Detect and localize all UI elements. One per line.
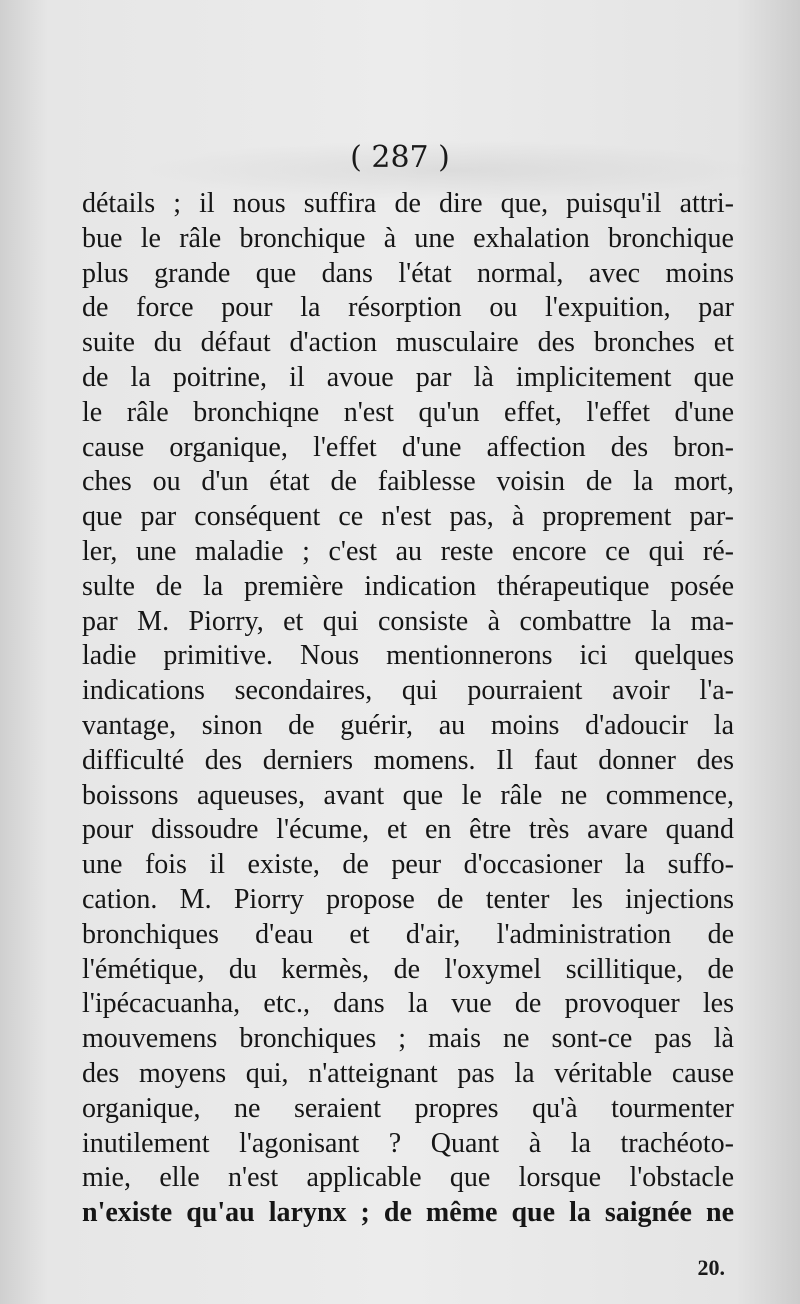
text-line: pour dissoudre l'écume, et en être très avare quand: [82, 814, 734, 846]
text-line: que par conséquent ce n'est pas, à proprement par-: [82, 501, 734, 533]
text-line: de la poitrine, il avoue par là implicitement que: [82, 361, 734, 393]
text-line: vantage, sinon de guérir, au moins d'adoucir la: [82, 709, 734, 741]
text-line: bue le râle bronchique à une exhalation bronchique: [82, 222, 734, 254]
text-line: cation. M. Piorry propose de tenter les injections: [82, 883, 734, 915]
text-line: détails ; il nous suffira de dire que, puisqu'il attri-: [82, 188, 734, 219]
text-line: organique, ne seraient propres qu'à tourmenter: [82, 1092, 734, 1124]
body-text: [82, 187, 734, 1231]
text-line: sulte de la première indication thérapeutique posée: [82, 570, 734, 602]
text-line: plus grande que dans l'état normal, avec moins: [82, 257, 734, 289]
text-line: de force pour la résorption ou l'expuition, par: [82, 292, 734, 324]
text-line: une fois il existe, de peur d'occasioner la suffo-: [82, 849, 734, 881]
text-line: par M. Piorry, et qui consiste à combattre la ma-: [82, 605, 734, 637]
text-line: difficulté des derniers momens. Il faut donner des: [82, 744, 734, 776]
text-line: le râle bronchiqne n'est qu'un effet, l'effet d'une: [82, 396, 734, 428]
text-line: bronchiques d'eau et d'air, l'administration de: [82, 918, 734, 950]
signature-mark: 20.: [697, 1255, 725, 1280]
text-line: l'émétique, du kermès, de l'oxymel scillitique, de: [82, 953, 734, 985]
text-line: des moyens qui, n'atteignant pas la véritable cause: [82, 1057, 734, 1089]
page-number-header: ( 287 ): [350, 140, 450, 175]
text-line: mouvemens bronchiques ; mais ne sont-ce pas là: [82, 1023, 734, 1055]
text-line: inutilement l'agonisant ? Quant à la trachéoto-: [82, 1127, 734, 1159]
text-line: n'existe qu'au larynx ; de même que la saignée ne: [82, 1197, 734, 1229]
text-line: l'ipécacuanha, etc., dans la vue de provoquer les: [82, 988, 734, 1020]
text-line: boissons aqueuses, avant que le râle ne commence,: [82, 779, 734, 811]
text-line: suite du défaut d'action musculaire des bronches et: [82, 327, 734, 359]
text-line: ler, une maladie ; c'est au reste encore ce qui ré-: [82, 535, 734, 567]
text-line: cause organique, l'effet d'une affection des bron-: [82, 431, 734, 463]
text-line: ches ou d'un état de faiblesse voisin de la mort,: [82, 466, 734, 498]
text-line: ladie primitive. Nous mentionnerons ici quelques: [82, 640, 734, 672]
text-line: mie, elle n'est applicable que lorsque l'obstacle: [82, 1162, 734, 1194]
text-line: indications secondaires, qui pourraient avoir l'a-: [82, 675, 734, 707]
